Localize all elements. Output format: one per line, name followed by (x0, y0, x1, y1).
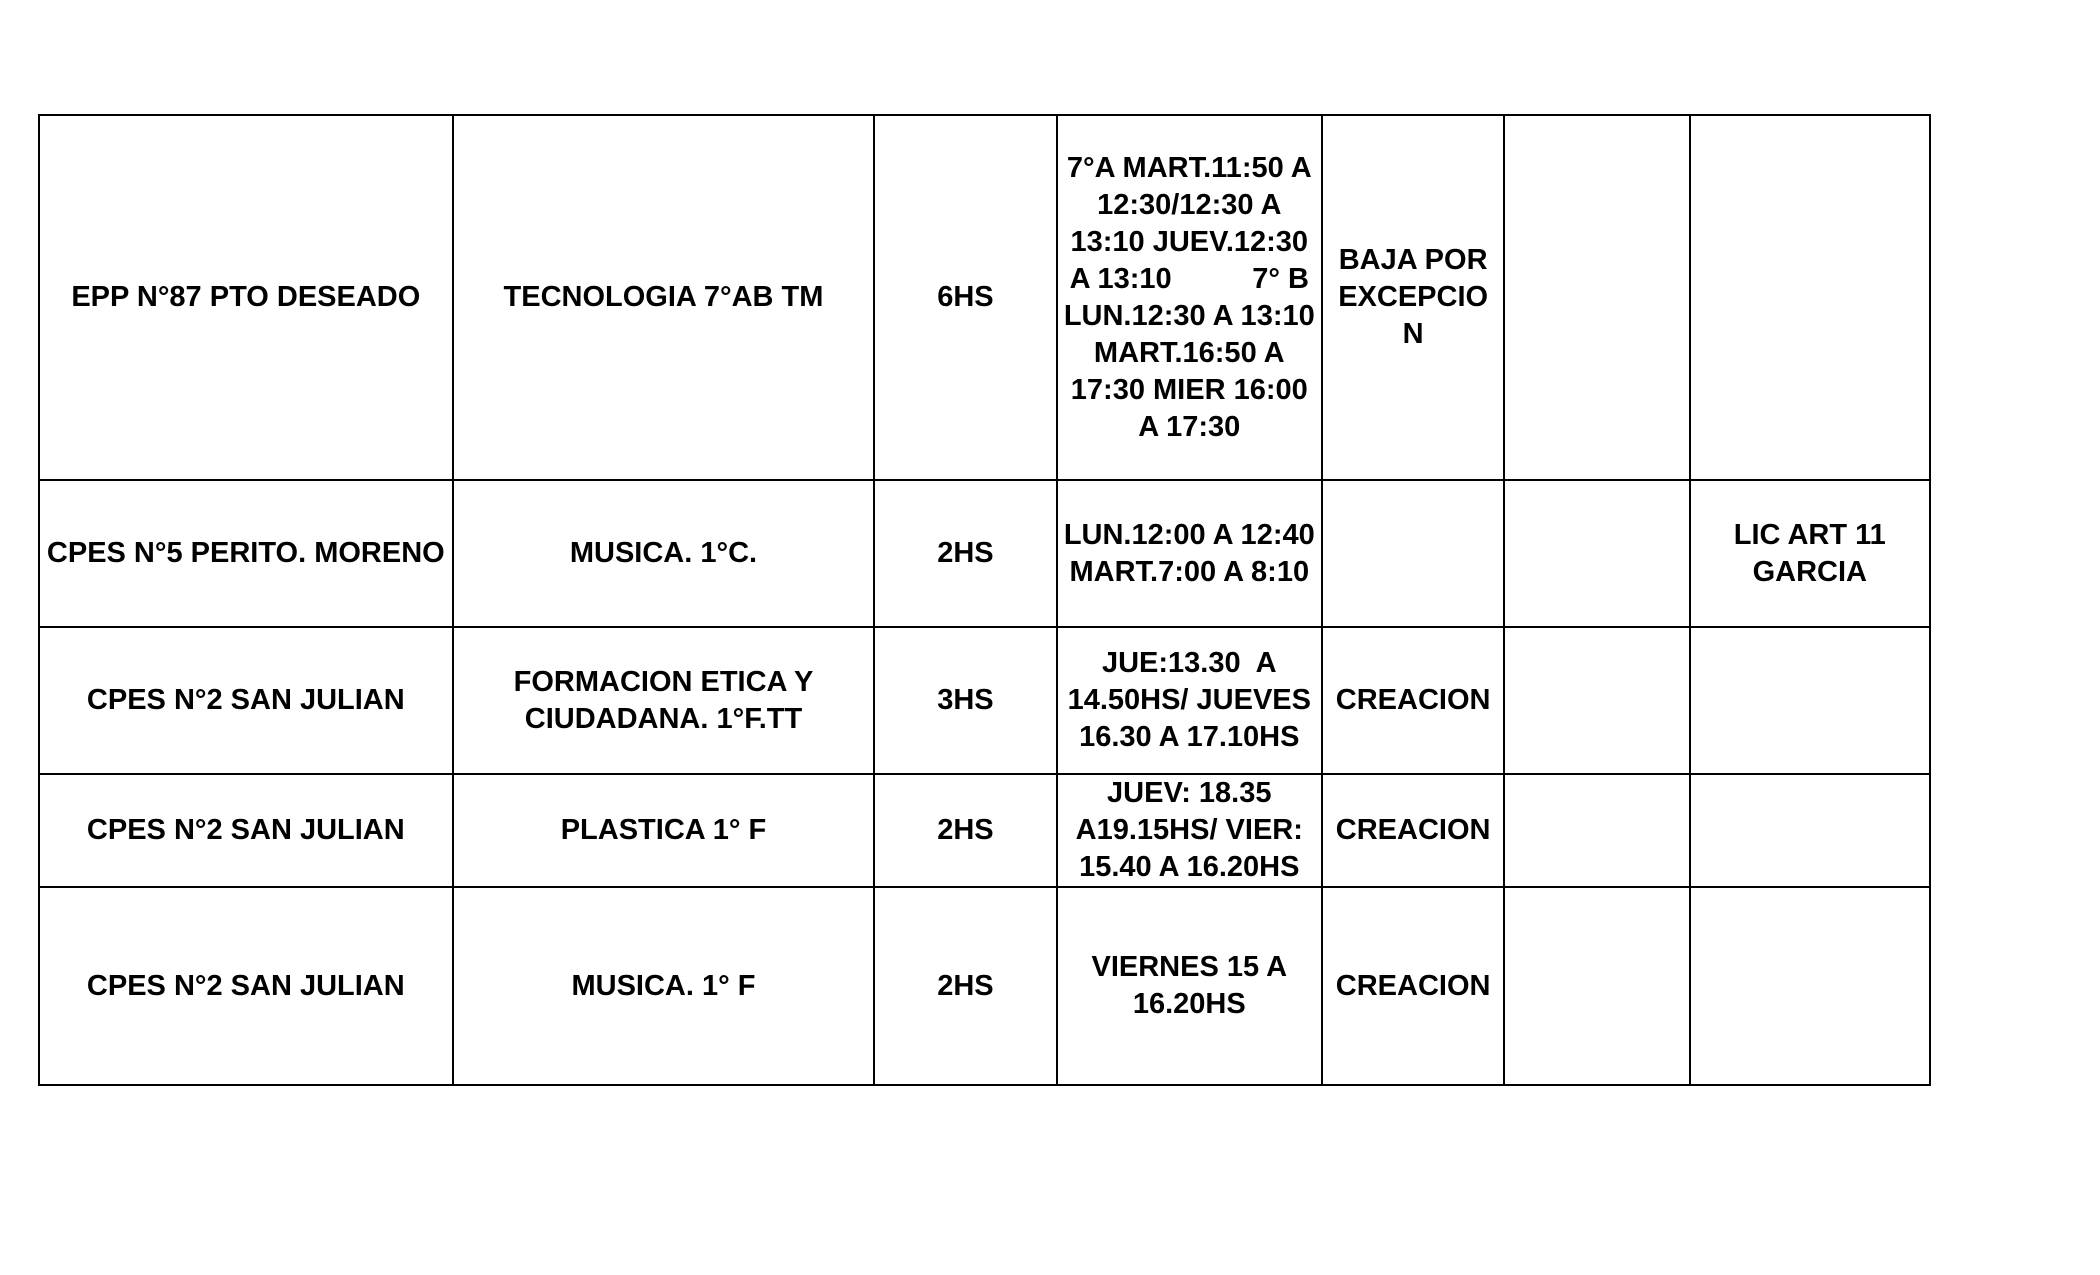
schedule-cell: JUEV: 18.35 A19.15HS/ VIER: 15.40 A 16.20HS (1057, 774, 1322, 887)
table-row (39, 480, 1930, 627)
status-cell: CREACION (1322, 887, 1504, 1085)
school-cell: EPP N°87 PTO DESEADO (39, 115, 453, 480)
status-cell: CREACION (1322, 774, 1504, 887)
extra-cell-2 (1690, 115, 1930, 480)
table-row (39, 887, 1930, 1085)
hours-cell: 2HS (874, 480, 1056, 627)
school-cell: CPES N°2 SAN JULIAN (39, 887, 453, 1085)
status-cell: BAJA POR EXCEPCIO N (1322, 115, 1504, 480)
hours-cell: 6HS (874, 115, 1056, 480)
extra-cell-1 (1504, 887, 1689, 1085)
extra-cell-2: LIC ART 11 GARCIA (1690, 480, 1930, 627)
schedule-cell: VIERNES 15 A 16.20HS (1057, 887, 1322, 1085)
extra-cell-1 (1504, 115, 1689, 480)
subject-cell: MUSICA. 1°C. (453, 480, 875, 627)
extra-cell-1 (1504, 774, 1689, 887)
extra-cell-1 (1504, 627, 1689, 774)
schedule-cell: 7°A MART.11:50 A 12:30/12:30 A 13:10 JUEV.12:30 A 13:10 7° B LUN.12:30 A 13:10 MART.16:50 A 17:30 MIER 16:00 A 17:30 (1057, 115, 1322, 480)
subject-cell: MUSICA. 1° F (453, 887, 875, 1085)
hours-cell: 2HS (874, 774, 1056, 887)
table-row (39, 627, 1930, 774)
extra-cell-2 (1690, 627, 1930, 774)
extra-cell-2 (1690, 887, 1930, 1085)
table-row (39, 115, 1930, 480)
subject-cell: PLASTICA 1° F (453, 774, 875, 887)
schedule-cell: LUN.12:00 A 12:40 MART.7:00 A 8:10 (1057, 480, 1322, 627)
hours-cell: 2HS (874, 887, 1056, 1085)
schedule-cell: JUE:13.30 A 14.50HS/ JUEVES 16.30 A 17.10HS (1057, 627, 1322, 774)
school-cell: CPES N°2 SAN JULIAN (39, 774, 453, 887)
extra-cell-2 (1690, 774, 1930, 887)
hours-cell: 3HS (874, 627, 1056, 774)
assignments-table (38, 114, 1931, 1086)
status-cell: CREACION (1322, 627, 1504, 774)
extra-cell-1 (1504, 480, 1689, 627)
school-cell: CPES N°5 PERITO. MORENO (39, 480, 453, 627)
school-cell: CPES N°2 SAN JULIAN (39, 627, 453, 774)
table-row (39, 774, 1930, 887)
subject-cell: TECNOLOGIA 7°AB TM (453, 115, 875, 480)
subject-cell: FORMACION ETICA Y CIUDADANA. 1°F.TT (453, 627, 875, 774)
status-cell (1322, 480, 1504, 627)
